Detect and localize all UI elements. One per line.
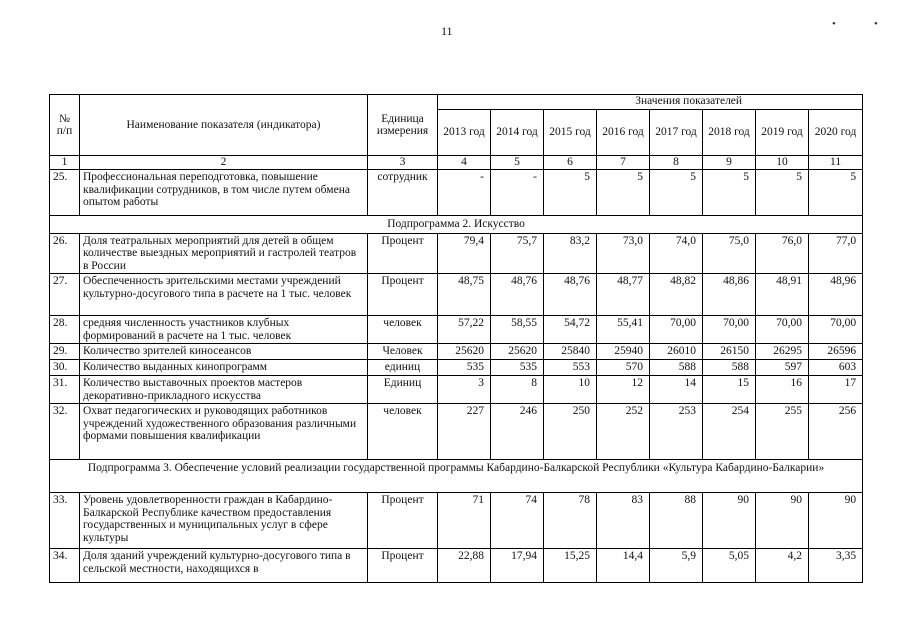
column-number: 5 <box>491 156 544 170</box>
header-unit: Единица измерения <box>368 95 438 156</box>
value-cell: 74,0 <box>650 233 703 274</box>
value-cell: 88 <box>650 493 703 549</box>
value-cell: 5 <box>703 170 756 216</box>
column-number: 10 <box>756 156 809 170</box>
section-title: Подпрограмма 3. Обеспечение условий реализации государственной программы Кабардино-Балкарской Республики «Культура Кабардино-Балкарии» <box>50 460 863 493</box>
value-cell: 5 <box>597 170 650 216</box>
table-row <box>50 360 863 376</box>
value-cell: 5 <box>809 170 863 216</box>
header-no: № п/п <box>50 95 80 156</box>
unit: Процент <box>368 549 438 583</box>
value-cell: 256 <box>809 404 863 460</box>
table-row <box>50 233 863 274</box>
unit: Единиц <box>368 376 438 404</box>
column-number: 2 <box>80 156 368 170</box>
value-cell: 5 <box>544 170 597 216</box>
column-numbers-row <box>50 156 863 170</box>
value-cell: 5,05 <box>703 549 756 583</box>
value-cell: 48,82 <box>650 274 703 316</box>
column-number: 3 <box>368 156 438 170</box>
column-number: 4 <box>438 156 491 170</box>
row-number: 31. <box>50 376 80 404</box>
unit: Процент <box>368 233 438 274</box>
indicator-table <box>49 94 863 583</box>
value-cell: 17,94 <box>491 549 544 583</box>
corner-mark: • <box>874 18 878 30</box>
column-number: 11 <box>809 156 863 170</box>
value-cell: 5,9 <box>650 549 703 583</box>
column-number: 8 <box>650 156 703 170</box>
value-cell: 3,35 <box>809 549 863 583</box>
value-cell: 26150 <box>703 344 756 360</box>
table-body <box>50 170 863 583</box>
row-number: 30. <box>50 360 80 376</box>
value-cell: 255 <box>756 404 809 460</box>
value-cell: 90 <box>703 493 756 549</box>
corner-mark: • <box>832 18 836 30</box>
indicator-name: Количество зрителей киносеансов <box>80 344 368 360</box>
indicator-name: Количество выданных кинопрограмм <box>80 360 368 376</box>
header-year: 2020 год <box>809 109 863 155</box>
header-year: 2015 год <box>544 109 597 155</box>
value-cell: 48,76 <box>544 274 597 316</box>
section-row <box>50 460 863 493</box>
value-cell: 55,41 <box>597 316 650 344</box>
table-row <box>50 170 863 216</box>
unit: человек <box>368 316 438 344</box>
unit: Человек <box>368 344 438 360</box>
header-year: 2014 год <box>491 109 544 155</box>
value-cell: - <box>438 170 491 216</box>
header-year: 2013 год <box>438 109 491 155</box>
header-year: 2019 год <box>756 109 809 155</box>
unit: единиц <box>368 360 438 376</box>
header-values-title: Значения показателей <box>438 95 863 110</box>
value-cell: 5 <box>756 170 809 216</box>
value-cell: 15 <box>703 376 756 404</box>
value-cell: 25620 <box>491 344 544 360</box>
value-cell: 90 <box>756 493 809 549</box>
header-year: 2018 год <box>703 109 756 155</box>
value-cell: 77,0 <box>809 233 863 274</box>
indicator-name: Доля театральных мероприятий для детей в общем количестве выездных мероприятий и гастролей театров в России <box>80 233 368 274</box>
row-number: 25. <box>50 170 80 216</box>
value-cell: 16 <box>756 376 809 404</box>
page-number: 11 <box>441 24 453 38</box>
row-number: 32. <box>50 404 80 460</box>
value-cell: 252 <box>597 404 650 460</box>
value-cell: 58,55 <box>491 316 544 344</box>
value-cell: 70,00 <box>703 316 756 344</box>
value-cell: 553 <box>544 360 597 376</box>
value-cell: 75,7 <box>491 233 544 274</box>
value-cell: 48,86 <box>703 274 756 316</box>
value-cell: 70,00 <box>756 316 809 344</box>
value-cell: 3 <box>438 376 491 404</box>
indicator-name: средняя численность участников клубных формирований в расчете на 1 тыс. человек <box>80 316 368 344</box>
unit: Процент <box>368 493 438 549</box>
value-cell: 83 <box>597 493 650 549</box>
value-cell: 14,4 <box>597 549 650 583</box>
column-number: 7 <box>597 156 650 170</box>
value-cell: 588 <box>703 360 756 376</box>
indicator-name: Количество выставочных проектов мастеров декоративно-прикладного искусства <box>80 376 368 404</box>
row-number: 27. <box>50 274 80 316</box>
value-cell: 246 <box>491 404 544 460</box>
value-cell: 83,2 <box>544 233 597 274</box>
table-row <box>50 376 863 404</box>
value-cell: 25620 <box>438 344 491 360</box>
column-number: 9 <box>703 156 756 170</box>
value-cell: 70,00 <box>650 316 703 344</box>
table-row <box>50 404 863 460</box>
row-number: 34. <box>50 549 80 583</box>
value-cell: 10 <box>544 376 597 404</box>
value-cell: 5 <box>650 170 703 216</box>
indicator-name: Охват педагогических и руководящих работников учреждений художественного образования различными формами повышения квалификации <box>80 404 368 460</box>
unit: человек <box>368 404 438 460</box>
value-cell: 75,0 <box>703 233 756 274</box>
value-cell: - <box>491 170 544 216</box>
value-cell: 71 <box>438 493 491 549</box>
value-cell: 17 <box>809 376 863 404</box>
table-row <box>50 549 863 583</box>
value-cell: 25940 <box>597 344 650 360</box>
unit: Процент <box>368 274 438 316</box>
row-number: 29. <box>50 344 80 360</box>
section-row <box>50 216 863 234</box>
value-cell: 26295 <box>756 344 809 360</box>
value-cell: 79,4 <box>438 233 491 274</box>
value-cell: 48,91 <box>756 274 809 316</box>
value-cell: 26596 <box>809 344 863 360</box>
header-row <box>50 95 863 110</box>
value-cell: 26010 <box>650 344 703 360</box>
indicator-name: Обеспеченность зрительскими местами учреждений культурно-досугового типа в расчете на 1 тыс. человек <box>80 274 368 316</box>
row-number: 28. <box>50 316 80 344</box>
indicator-name: Доля зданий учреждений культурно-досугового типа в сельской местности, находящихся в <box>80 549 368 583</box>
header-name: Наименование показателя (индикатора) <box>80 95 368 156</box>
header-year: 2016 год <box>597 109 650 155</box>
section-title: Подпрограмма 2. Искусство <box>50 216 863 234</box>
value-cell: 48,76 <box>491 274 544 316</box>
value-cell: 90 <box>809 493 863 549</box>
value-cell: 597 <box>756 360 809 376</box>
value-cell: 70,00 <box>809 316 863 344</box>
table-row <box>50 493 863 549</box>
value-cell: 254 <box>703 404 756 460</box>
value-cell: 76,0 <box>756 233 809 274</box>
value-cell: 73,0 <box>597 233 650 274</box>
value-cell: 570 <box>597 360 650 376</box>
value-cell: 535 <box>438 360 491 376</box>
unit: сотрудник <box>368 170 438 216</box>
value-cell: 250 <box>544 404 597 460</box>
table-row <box>50 344 863 360</box>
value-cell: 25840 <box>544 344 597 360</box>
value-cell: 48,96 <box>809 274 863 316</box>
indicator-name: Профессиональная переподготовка, повышение квалификации сотрудников, в том числе путем обмена опытом работы <box>80 170 368 216</box>
value-cell: 15,25 <box>544 549 597 583</box>
value-cell: 54,72 <box>544 316 597 344</box>
value-cell: 22,88 <box>438 549 491 583</box>
value-cell: 12 <box>597 376 650 404</box>
header-year: 2017 год <box>650 109 703 155</box>
value-cell: 48,77 <box>597 274 650 316</box>
indicator-name: Уровень удовлетворенности граждан в Кабардино-Балкарской Республике качеством предоставления государственных и муниципальных услуг в сфере культуры <box>80 493 368 549</box>
value-cell: 8 <box>491 376 544 404</box>
value-cell: 4,2 <box>756 549 809 583</box>
table-row <box>50 274 863 316</box>
value-cell: 227 <box>438 404 491 460</box>
value-cell: 74 <box>491 493 544 549</box>
row-number: 26. <box>50 233 80 274</box>
value-cell: 14 <box>650 376 703 404</box>
value-cell: 603 <box>809 360 863 376</box>
value-cell: 78 <box>544 493 597 549</box>
value-cell: 588 <box>650 360 703 376</box>
value-cell: 535 <box>491 360 544 376</box>
value-cell: 57,22 <box>438 316 491 344</box>
column-number: 1 <box>50 156 80 170</box>
row-number: 33. <box>50 493 80 549</box>
value-cell: 253 <box>650 404 703 460</box>
table-row <box>50 316 863 344</box>
column-number: 6 <box>544 156 597 170</box>
value-cell: 48,75 <box>438 274 491 316</box>
